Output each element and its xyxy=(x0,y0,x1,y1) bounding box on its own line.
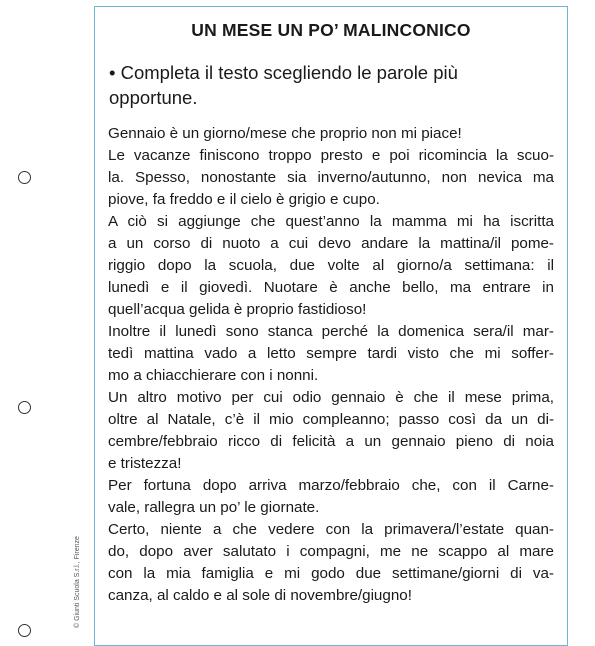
text-line: la. Spesso, nonostante sia inverno/autunno, non nevica ma xyxy=(108,169,554,186)
text-line: quell’acqua gelida è proprio fastidioso! xyxy=(108,301,367,318)
text-line: Per fortuna dopo arriva marzo/febbraio che, con il Carne- xyxy=(108,477,554,494)
text-line: vale, rallegra un po’ le giornate. xyxy=(108,499,320,516)
text-line: canza, al caldo e al sole di novembre/giugno! xyxy=(108,587,412,604)
exercise-instruction: • Completa il testo scegliendo le parole più opportune. xyxy=(109,62,458,108)
text-line: e tristezza! xyxy=(108,455,182,472)
text-line: Certo, niente a che vedere con la primavera/l’estate quan- xyxy=(108,521,554,538)
text-line: tedì mattina vado a letto sempre tardi visto che mi soffer- xyxy=(108,345,554,362)
text-line: piove, fa freddo e il cielo è grigio e cupo. xyxy=(108,191,380,208)
text-line: a un corso di nuoto a cui devo andare la mattina/il pome- xyxy=(108,235,554,252)
publisher-note: © Giunti Scuola S.r.l., Firenze xyxy=(74,536,81,628)
binder-hole-top xyxy=(18,171,31,184)
text-line: do, dopo aver salutato i compagni, me ne scappo al mare xyxy=(108,543,554,560)
text-line: Un altro motivo per cui odio gennaio è che il mese prima, xyxy=(108,389,554,406)
text-line: Gennaio è un giorno/mese che proprio non mi piace! xyxy=(108,125,462,142)
text-line: riggio dopo la scuola, due volte al giorno/a settimana: il xyxy=(108,257,554,274)
text-line: A ciò si aggiunge che quest’anno la mamma mi ha iscritta xyxy=(108,213,554,230)
worksheet xyxy=(94,6,568,646)
binder-hole-middle xyxy=(18,401,31,414)
text-line: cembre/febbraio ricco di felicità a un gennaio pieno di noia xyxy=(108,433,554,450)
text-line: lunedì e il giovedì. Nuotare è anche bello, ma entrare in xyxy=(108,279,554,296)
text-line: mo a chiacchierare con i nonni. xyxy=(108,367,319,384)
text-line: con la mia famiglia e mi godo due settimane/giorni di va- xyxy=(108,565,554,582)
page-title: UN MESE UN PO’ MALINCONICO xyxy=(191,20,471,40)
text-line: Inoltre il lunedì sono stanca perché la domenica sera/il mar- xyxy=(108,323,554,340)
story-text xyxy=(108,123,554,607)
binder-hole-bottom xyxy=(18,624,31,637)
text-line: Le vacanze finiscono troppo presto e poi ricomincia la scuo- xyxy=(108,147,554,164)
text-line: oltre al Natale, c’è il mio compleanno; passo così da un di- xyxy=(108,411,554,428)
